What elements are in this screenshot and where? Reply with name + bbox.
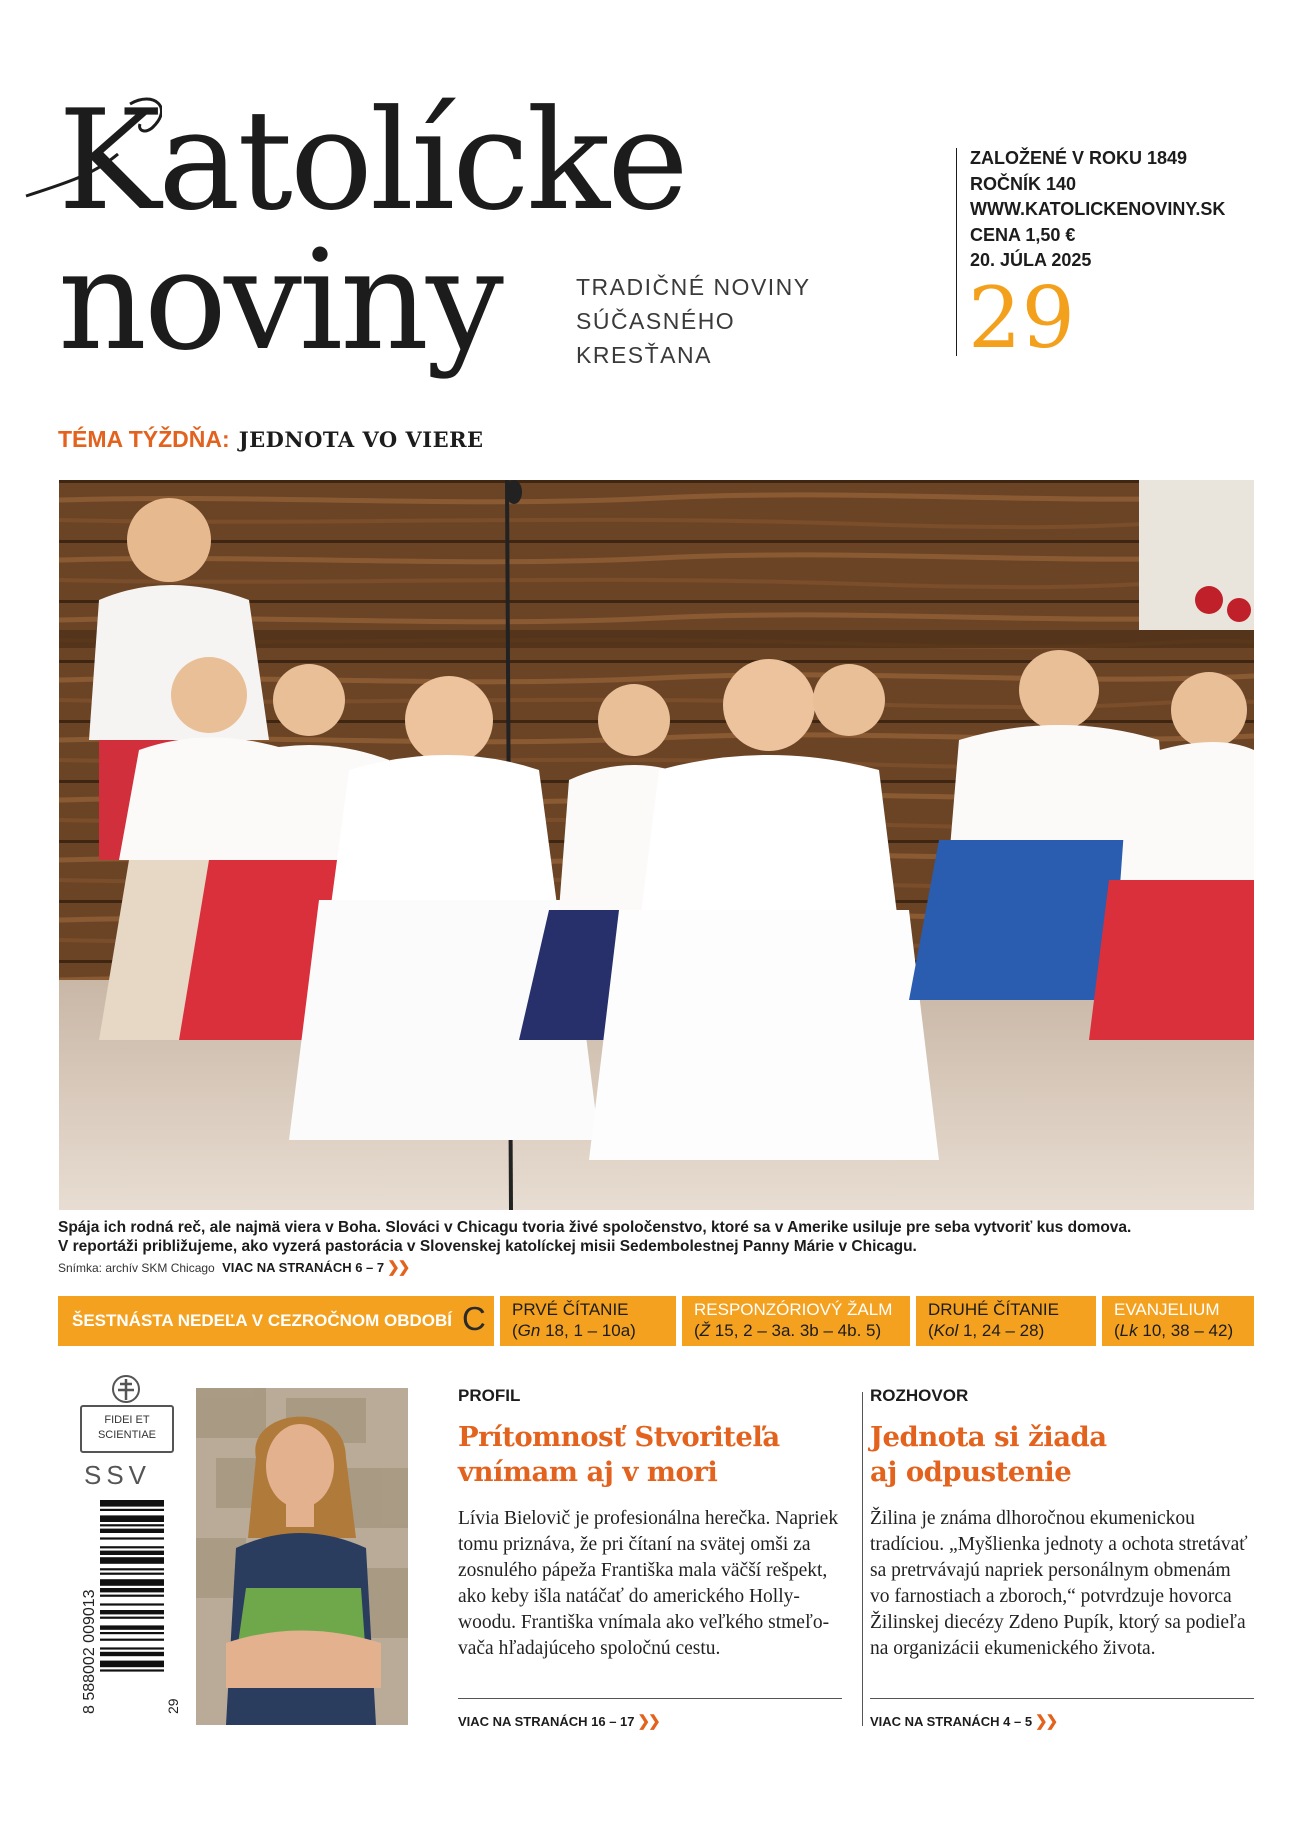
- article-body: [458, 1506, 848, 1662]
- body-line: vo farnostiach a zboroch,“ potvrdzuje hovorca: [870, 1586, 1232, 1607]
- publisher-seal: [80, 1405, 174, 1453]
- credit-text: Snímka: archív SKM Chicago: [58, 1261, 215, 1275]
- caption-line: V reportáži približujeme, ako vyzerá pastorácia v Slovenskej katolíckej misii Sedembolestnej Panny Márie v Chicagu.: [58, 1238, 917, 1255]
- interview-more-link[interactable]: [870, 1712, 1056, 1730]
- barcode-bar: [100, 1610, 164, 1614]
- seal-text: FIDEI ET: [104, 1414, 150, 1426]
- body-line: Lívia Bielovič je profesionálna herečka. Napriek: [458, 1508, 839, 1529]
- barcode-digits: 8 588002 009013: [81, 1589, 98, 1714]
- barcode-bar: [100, 1603, 164, 1605]
- reading-first[interactable]: [500, 1296, 676, 1346]
- reading-psalm[interactable]: [682, 1296, 910, 1346]
- body-line: tradíciou. „Myšlienka jednoty a ochota stretávať: [870, 1534, 1248, 1555]
- footer-rule: [870, 1698, 1254, 1699]
- more-label: VIAC NA STRANÁCH 6 – 7: [222, 1260, 385, 1275]
- body-line: Žilina je známa dlhoročnou ekumenickou: [870, 1508, 1195, 1529]
- section-label: PROFIL: [458, 1386, 521, 1405]
- reading-book: Ž: [699, 1321, 711, 1340]
- section-label: ROZHOVOR: [870, 1386, 969, 1405]
- body-line: tomu priznáva, že pri čítaní na svätej omši za: [458, 1534, 811, 1555]
- photo-caption: [58, 1218, 1258, 1256]
- barcode-bar: [100, 1524, 164, 1526]
- more-label: VIAC NA STRANÁCH 16 – 17: [458, 1714, 635, 1729]
- barcode-bar: [100, 1557, 164, 1564]
- reading-verses: 15, 2 – 3a. 3b – 4b. 5): [710, 1321, 882, 1340]
- barcode-bar: [100, 1595, 164, 1597]
- sunday-title: ŠESTNÁSTA NEDEĽA V CEZROČNOM OBDOBÍ: [72, 1311, 452, 1330]
- theme-of-week: [58, 426, 484, 453]
- column-divider: [862, 1392, 863, 1726]
- barcode-bar: [100, 1652, 164, 1656]
- issue-info: [970, 146, 1225, 274]
- profile-portrait[interactable]: [196, 1388, 408, 1725]
- headline-line: Jednota si žiada: [870, 1421, 1107, 1453]
- barcode-bar: [100, 1617, 164, 1619]
- barcode-bar: [100, 1588, 164, 1592]
- barcode-bar: [100, 1625, 164, 1629]
- barcode-bar: [100, 1537, 164, 1539]
- barcode-bar: [100, 1647, 164, 1649]
- masthead-title-line1: Katolícke: [58, 80, 686, 241]
- reading-reference: (Kol 1, 24 – 28): [928, 1321, 1045, 1340]
- sunday-label-bar: [58, 1296, 494, 1346]
- theme-label: TÉMA TÝŽDŇA:: [58, 426, 230, 452]
- reading-reference: (Ž 15, 2 – 3a. 3b – 4b. 5): [694, 1321, 882, 1340]
- volume: ROČNÍK 140: [970, 173, 1077, 194]
- reading-book: Lk: [1119, 1321, 1138, 1340]
- headline-line: vnímam aj v mori: [458, 1456, 718, 1488]
- masthead-title-line2: noviny: [58, 220, 501, 381]
- body-line: Žilinskej diecézy Zdeno Pupík, ktorý sa podieľa: [870, 1612, 1246, 1633]
- body-line: woodu. Františka vnímala ako veľkého stmeľo-: [458, 1612, 830, 1633]
- reading-heading: RESPONZÓRIOVÝ ŽALM: [694, 1300, 893, 1319]
- barcode-bar: [100, 1509, 164, 1511]
- info-divider: [956, 148, 957, 356]
- reading-book: Kol: [933, 1321, 959, 1340]
- reading-reference: (Lk 10, 38 – 42): [1114, 1321, 1234, 1340]
- body-line: sa pretrvávajú napriek personálnym obmenám: [870, 1560, 1231, 1581]
- barcode-bar: [100, 1579, 164, 1586]
- profile-more-link[interactable]: [458, 1712, 659, 1730]
- barcode-bar: [100, 1500, 164, 1507]
- body-line: vača hľadajúceho spoločnú cestu.: [458, 1638, 721, 1659]
- article-headline[interactable]: [870, 1420, 1254, 1490]
- body-line: ako keby išla natáčať do amerického Holly-: [458, 1586, 800, 1607]
- barcode-bar: [100, 1529, 164, 1533]
- reading-heading: DRUHÉ ČÍTANIE: [928, 1300, 1059, 1319]
- reading-reference: (Gn 18, 1 – 10a): [512, 1321, 636, 1340]
- article-headline[interactable]: [458, 1420, 848, 1490]
- cover-photo[interactable]: [59, 480, 1254, 1210]
- photo-more-link[interactable]: [222, 1260, 408, 1275]
- barcode-bar: [100, 1632, 164, 1634]
- seal-text: SCIENTIAE: [97, 1429, 157, 1441]
- issue-date: 20. JÚLA 2025: [970, 250, 1092, 270]
- barcode-bar: [100, 1661, 164, 1668]
- footer-rule: [458, 1698, 842, 1699]
- reading-verses: 1, 24 – 28): [958, 1321, 1045, 1340]
- barcode: [78, 1500, 182, 1726]
- reading-gospel[interactable]: [1102, 1296, 1254, 1346]
- tagline-line: SÚČASNÉHO: [576, 308, 736, 334]
- barcode-issue-suffix: 29: [165, 1698, 181, 1714]
- interview-article: [870, 1386, 1254, 1662]
- price: CENA 1,50 €: [970, 224, 1076, 245]
- double-chevron-right-icon: ❯❯: [1035, 1713, 1057, 1730]
- publisher-mark: SSV: [84, 1460, 152, 1490]
- barcode-bar: [100, 1573, 164, 1575]
- website-link[interactable]: WWW.KATOLICKENOVINY.SK: [970, 199, 1226, 219]
- barcode-bar: [100, 1515, 164, 1522]
- body-line: zosnulého pápeža Františka mala väčší rešpekt,: [458, 1560, 828, 1581]
- tagline-line: KRESŤANA: [576, 342, 712, 368]
- barcode-bar: [100, 1546, 164, 1548]
- reading-verses: 18, 1 – 10a): [540, 1321, 636, 1340]
- profile-article: [458, 1386, 848, 1662]
- liturgical-cycle: C: [462, 1300, 486, 1337]
- barcode-bar: [100, 1669, 164, 1671]
- headline-line: aj odpustenie: [870, 1456, 1072, 1488]
- double-cross-icon: [103, 1374, 149, 1404]
- photo-credit: [58, 1258, 408, 1276]
- barcode-bar: [100, 1551, 164, 1555]
- theme-title[interactable]: JEDNOTA VO VIERE: [238, 427, 484, 452]
- tagline-line: TRADIČNÉ NOVINY: [576, 274, 811, 300]
- barcode-bar: [100, 1639, 164, 1641]
- headline-line: Prítomnosť Stvoriteľa: [458, 1421, 780, 1453]
- double-chevron-right-icon: ❯❯: [637, 1713, 659, 1730]
- caption-line: Spája ich rodná reč, ale najmä viera v Boha. Slováci v Chicagu tvoria živé spoločenstvo, ktoré sa v Amerike usiluje pre seba vytvoriť kus domova.: [58, 1219, 1132, 1236]
- reading-book: Gn: [517, 1321, 541, 1340]
- masthead-tagline: [576, 270, 811, 372]
- more-label: VIAC NA STRANÁCH 4 – 5: [870, 1714, 1033, 1729]
- reading-heading: PRVÉ ČÍTANIE: [512, 1300, 629, 1319]
- reading-heading: EVANJELIUM: [1114, 1300, 1220, 1319]
- founded: ZALOŽENÉ V ROKU 1849: [970, 148, 1188, 168]
- barcode-bar: [100, 1568, 164, 1570]
- reading-verses: 10, 38 – 42): [1137, 1321, 1234, 1340]
- double-chevron-right-icon: ❯❯: [387, 1259, 409, 1276]
- reading-second[interactable]: [916, 1296, 1096, 1346]
- issue-number: 29: [968, 269, 1075, 367]
- body-line: na organizácii ekumenického života.: [870, 1638, 1156, 1659]
- article-body: [870, 1506, 1254, 1662]
